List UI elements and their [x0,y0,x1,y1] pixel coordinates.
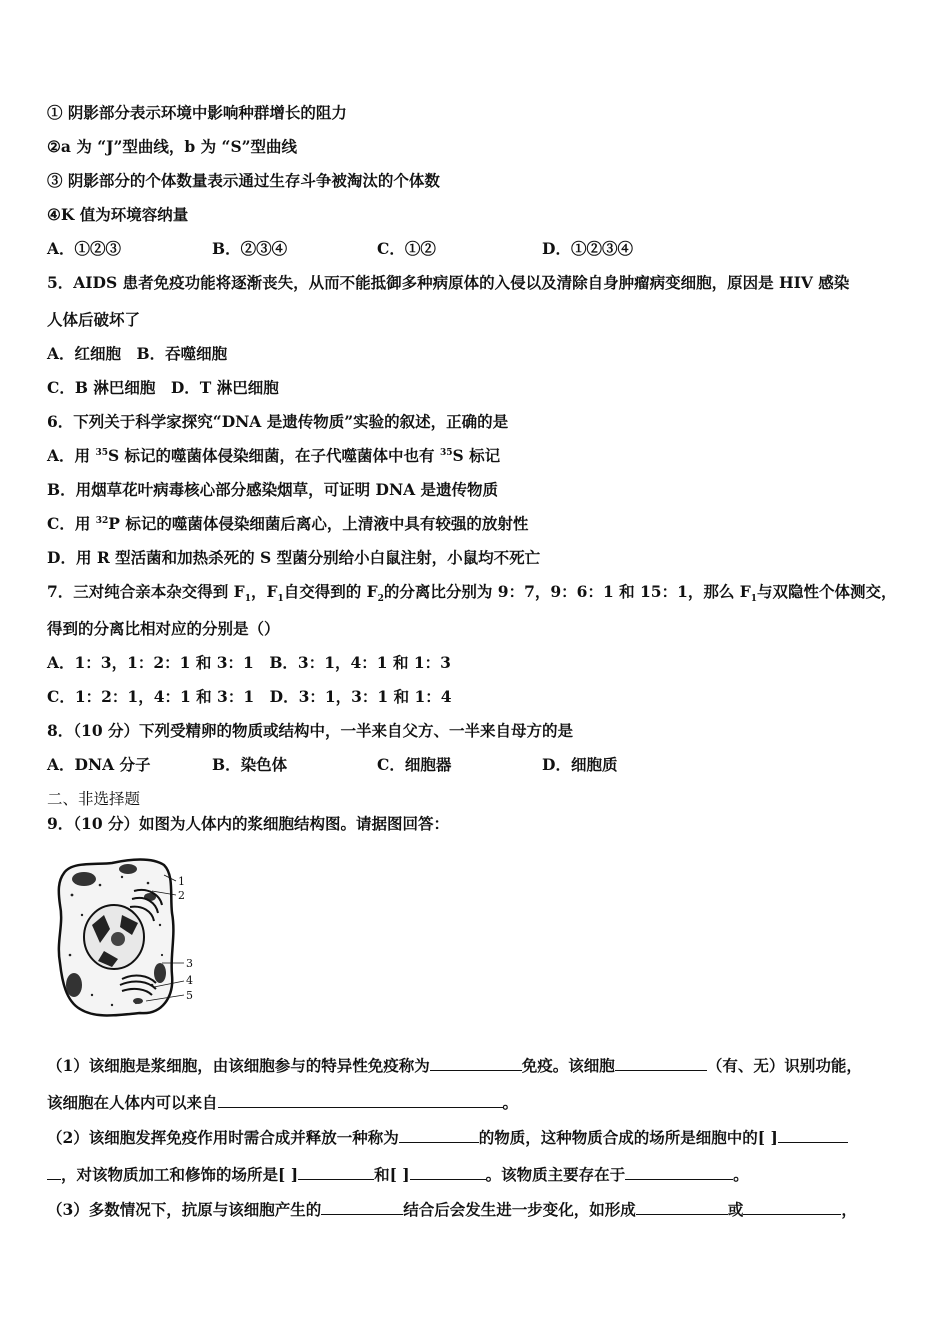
q5-stem-line1: 5．AIDS 患者免疫功能将逐渐丧失，从而不能抵御多种病原体的入侵以及清除自身肿瘤病变细胞，原因是 HIV 感染 [47,273,850,292]
q6-option-c: C．用 $^{32}$P 标记的噬菌体侵染细菌后离心，上清液中具有较强的放射性 [47,514,529,533]
q9-part2-line1: （2）该细胞发挥免疫作用时需合成并释放一种称为 的物质，这种物质合成的场所是细胞中的[ ] [47,1128,848,1148]
statement-4: ④K 值为环境容纳量 [47,205,189,224]
answer-blank[interactable] [625,1165,733,1180]
answer-blank[interactable] [410,1165,486,1180]
answer-blank[interactable] [430,1056,522,1071]
q4-option-c: C．①② [377,239,436,258]
mitochondrion [66,973,82,997]
mitochondrion [154,963,166,983]
vesicle [133,998,143,1004]
q4-option-d: D．①②③④ [542,239,633,258]
statement-1: ① 阴影部分表示环境中影响种群增长的阻力 [47,103,347,122]
q5-options-cd: C．B 淋巴细胞 D．T 淋巴细胞 [47,378,279,397]
mitochondrion [119,864,137,874]
q6-option-d: D．用 R 型活菌和加热杀死的 S 型菌分别给小白鼠注射，小鼠均不死亡 [47,548,541,567]
q7-options-ab: A．1：3，1：2：1 和 3：1 B．3：1，4：1 和 1：3 [47,653,451,672]
q8-option-d: D．细胞质 [542,755,618,774]
statement-3: ③ 阴影部分的个体数量表示通过生存斗争被淘汰的个体数 [47,171,440,190]
q8-option-b: B．染色体 [212,755,288,774]
figure-label-1: 1 [178,875,185,888]
q7-stem-line2: 得到的分离比相对应的分别是（） [47,619,280,638]
answer-blank[interactable] [218,1093,503,1108]
q6-option-a: A．用 $^{35}$S 标记的噬菌体侵染细菌，在子代噬菌体中也有 $^{35}$S 标记 [47,446,501,465]
q8-option-a: A．DNA 分子 [47,755,151,774]
answer-blank[interactable] [399,1128,479,1143]
q6-stem: 6．下列关于科学家探究“DNA 是遗传物质”实验的叙述，正确的是 [47,412,509,431]
figure-label-3: 3 [186,957,193,970]
answer-blank[interactable] [47,1165,61,1180]
q6-option-b: B．用烟草花叶病毒核心部分感染烟草，可证明 DNA 是遗传物质 [47,480,499,499]
q9-part1-line1: （1）该细胞是浆细胞，由该细胞参与的特异性免疫称为 免疫。该细胞 （有、无）识别功能， [47,1056,862,1075]
mitochondrion [72,872,96,886]
nucleus [84,905,144,969]
q7-options-cd: C．1：2：1，4：1 和 3：1 D．3：1，3：1 和 1：4 [47,687,452,706]
q5-options-ab: A．红细胞 B．吞噬细胞 [47,344,228,363]
q9-stem: 9．（10 分）如图为人体内的浆细胞结构图。请据图回答： [47,814,450,833]
answer-blank[interactable] [636,1200,728,1215]
q4-option-a: A．①②③ [47,239,122,258]
q4-option-b: B．②③④ [212,239,288,258]
q9-part3-line1: （3）多数情况下，抗原与该细胞产生的 结合后会发生进一步变化，如形成 或 ， [47,1200,857,1219]
q9-part2-line2: ，对该物质加工和修饰的场所是[ ] 和[ ] 。该物质主要存在于 。 [47,1165,749,1185]
q8-option-c: C．细胞器 [377,755,452,774]
q9-part1-line2: 该细胞在人体内可以来自 。 [47,1093,519,1112]
answer-blank[interactable] [321,1200,403,1215]
answer-blank[interactable] [298,1165,374,1180]
answer-blank[interactable] [615,1056,707,1071]
figure-label-4: 4 [186,974,193,987]
section-heading: 二、非选择题 [47,790,141,808]
plasma-cell-diagram [52,855,202,1020]
q8-stem: 8．（10 分）下列受精卵的物质或结构中，一半来自父方、一半来自母方的是 [47,721,574,740]
q7-stem-line1: 7．三对纯合亲本杂交得到 $F_1$，$F_1$自交得到的 $F_2$的分离比分别为 9：7，9：6：1 和 15：1，那么 $F_1$与双隐性个体测交， [47,582,897,605]
statement-2: ②a 为 “J”型曲线，b 为 “S”型曲线 [47,137,298,156]
answer-blank[interactable] [778,1128,848,1143]
answer-blank[interactable] [743,1200,841,1215]
figure-label-5: 5 [186,989,193,1002]
figure-label-2: 2 [178,889,185,902]
q5-stem-line2: 人体后破坏了 [47,310,141,329]
